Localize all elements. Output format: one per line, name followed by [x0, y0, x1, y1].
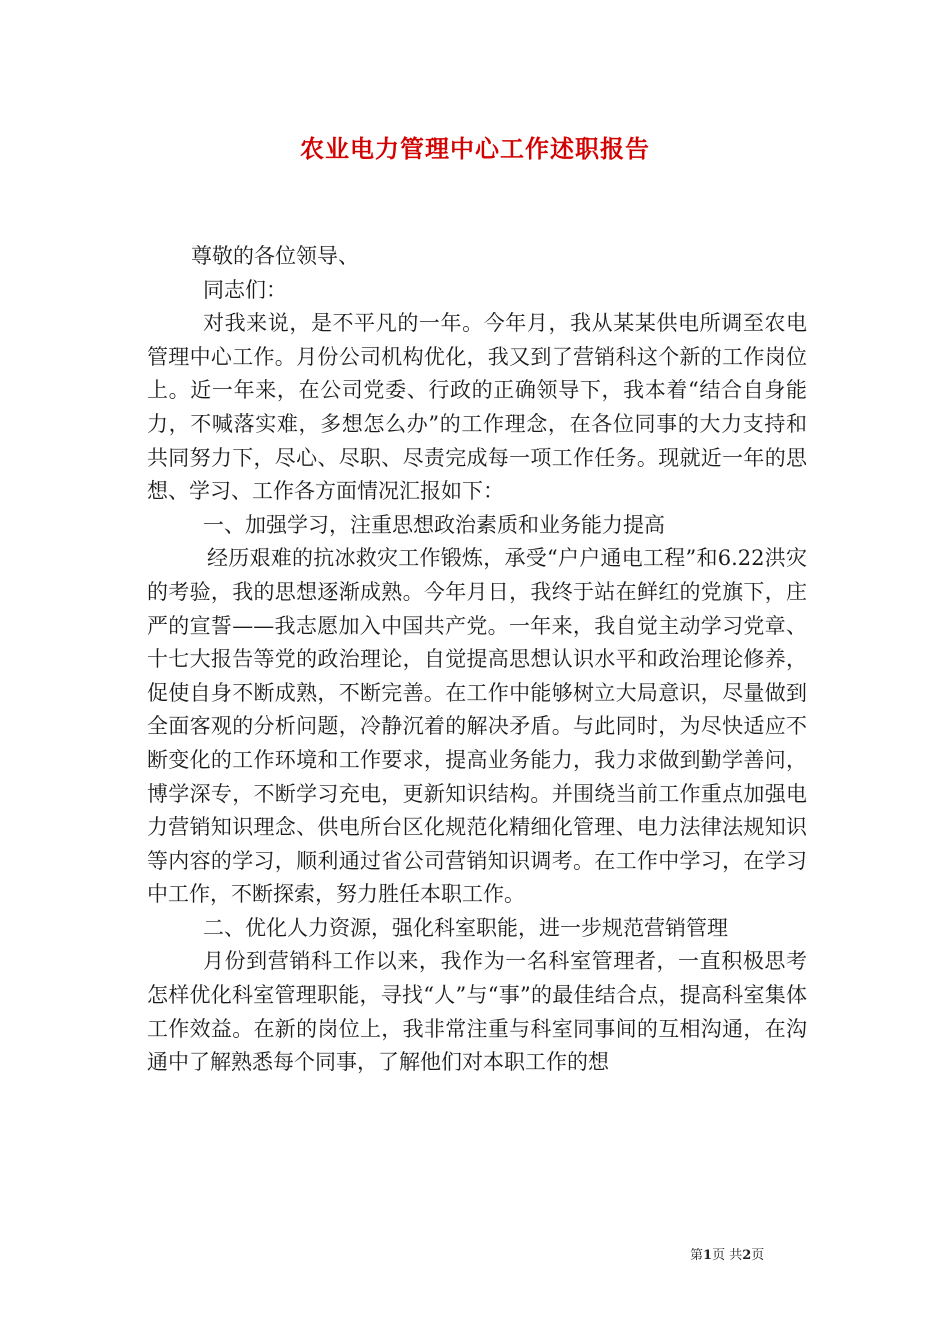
footer-middle: 页 共: [712, 1248, 743, 1263]
greeting-line-1: 尊敬的各位领导、: [191, 244, 359, 268]
section-heading-1: 一、加强学习，注重思想政治素质和业务能力提高: [203, 512, 665, 537]
section-heading-2: 二、优化人力资源，强化科室职能，进一步规范营销管理: [203, 915, 728, 940]
footer-total-pages: 2: [742, 1248, 752, 1263]
paragraph-section-2: 月份到营销科工作以来，我作为一名科室管理者，一直积极思考怎样优化科室管理职能，寻找“人”与“事”的最佳结合点，提高科室集体工作效益。在新的岗位上，我非常注重与科室同事间的互相沟通，在沟通中了解熟悉每个同事，了解他们对本职工作的想: [147, 949, 807, 1075]
page-number-footer: [690, 1247, 830, 1265]
document-body: [147, 240, 807, 1080]
footer-suffix: 页: [751, 1248, 765, 1263]
footer-prefix: 第: [690, 1248, 704, 1263]
paragraph-section-1: 经历艰难的抗冰救灾工作锻炼，承受“户户通电工程”和6.22洪灾的考验，我的思想逐渐成熟。今年月日，我终于站在鲜红的党旗下，庄严的宣誓——我志愿加入中国共产党。一年来，我自觉主动学习党章、十七大报告等党的政治理论，自觉提高思想认识水平和政治理论修养，促使自身不断成熟，不断完善。在工作中能够树立大局意识，尽量做到全面客观的分析问题，冷静沉着的解决矛盾。与此同时，为尽快适应不断变化的工作环境和工作要求，提高业务能力，我力求做到勤学善问，博学深专，不断学习充电，更新知识结构。并围绕当前工作重点加强电力营销知识理念、供电所台区化规范化精细化管理、电力法律法规知识等内容的学习，顺利通过省公司营销知识调考。在工作中学习，在学习中工作，不断探索，努力胜任本职工作。: [147, 546, 807, 907]
paragraph-intro: 对我来说，是不平凡的一年。今年月，我从某某供电所调至农电管理中心工作。月份公司机构优化，我又到了营销科这个新的工作岗位上。近一年来，在公司党委、行政的正确领导下，我本着“结合自身能力，不喊落实难，多想怎么办”的工作理念，在各位同事的大力支持和共同努力下，尽心、尽职、尽责完成每一项工作任务。现就近一年的思想、学习、工作各方面情况汇报如下：: [147, 311, 807, 504]
greeting-line-2: 同志们：: [203, 277, 287, 302]
footer-current-page: 1: [703, 1248, 713, 1263]
document-title: 农业电力管理中心工作述职报告: [300, 134, 650, 163]
